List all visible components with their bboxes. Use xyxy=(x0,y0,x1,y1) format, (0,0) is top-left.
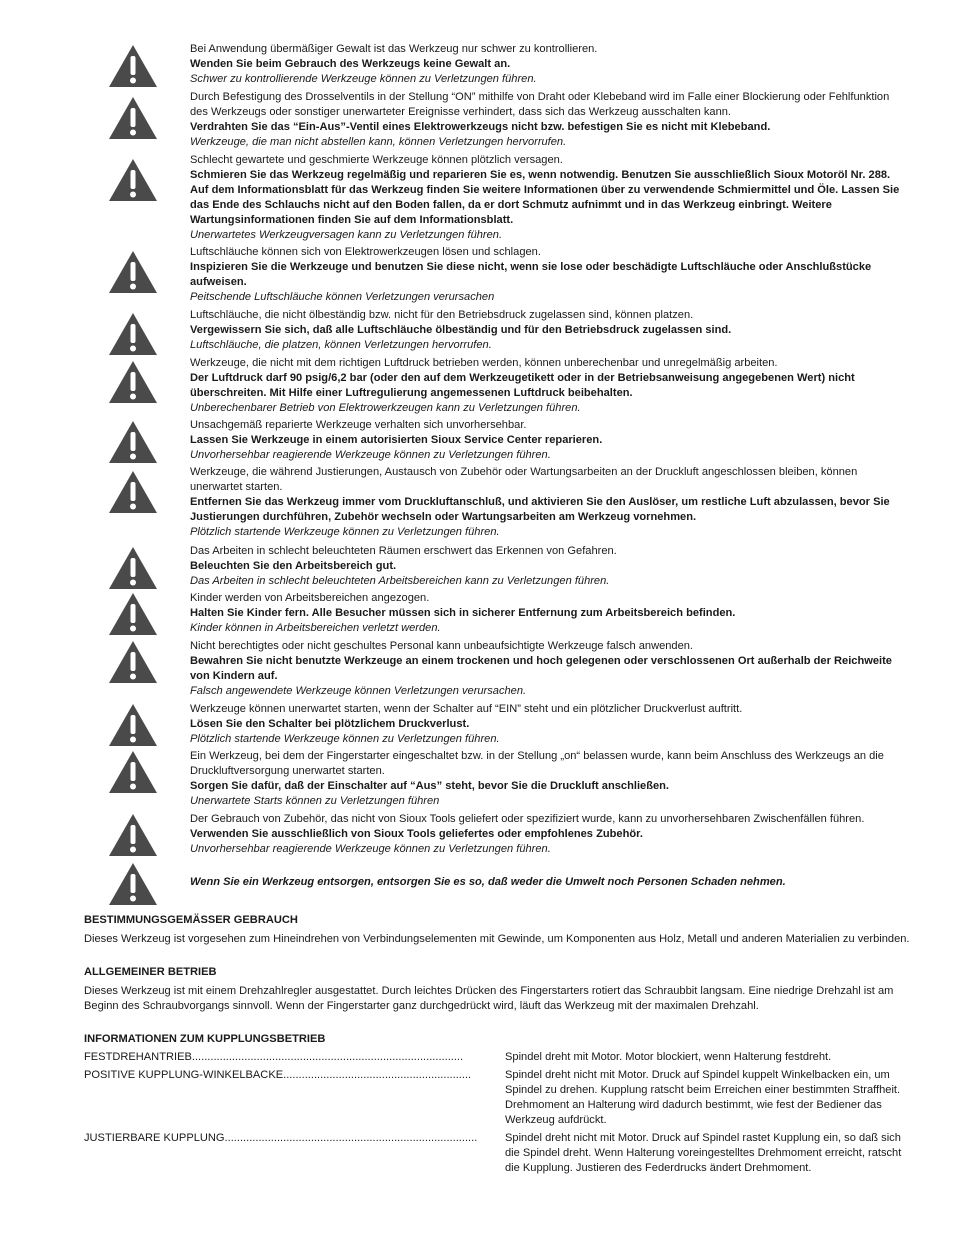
warning-triangle-icon xyxy=(108,750,158,794)
warning-consequence: Unerwartete Starts können zu Verletzungen führen xyxy=(190,795,440,807)
warning-consequence: Unberechenbarer Betrieb von Elektrowerkzeugen kann zu Verletzungen führen. xyxy=(190,402,581,414)
warning-action: Lösen Sie den Schalter bei plötzlichem Druckverlust. xyxy=(190,718,470,730)
warning-triangle-icon xyxy=(108,546,158,590)
warning-hazard: Luftschläuche, die nicht ölbeständig bzw. nicht für den Betriebsdruck zugelassen sind, können platzen. xyxy=(190,309,694,321)
warning-triangle-icon xyxy=(108,813,158,857)
warning-hazard: Durch Befestigung des Drosselventils in der Stellung “ON” mithilfe von Draht oder Klebeband wird im Falle einer Blockierung oder Fehlfunktion des Werkzeugs oder sonstiger unerwarteter Ereignisse verhindert, dass sich das Werkzeug ausschalten kann. xyxy=(190,91,890,118)
warning-consequence: Schwer zu kontrollierende Werkzeuge können zu Verletzungen führen. xyxy=(190,73,537,85)
warning-action: Lassen Sie Werkzeuge in einem autorisierten Sioux Service Center reparieren. xyxy=(190,434,603,446)
warning-block xyxy=(190,356,910,416)
warning-hazard: Kinder werden von Arbeitsbereichen angezogen. xyxy=(190,592,430,604)
warning-triangle-icon xyxy=(108,96,158,140)
warning-hazard: Nicht berechtigtes oder nicht geschultes Personal kann unbeaufsichtigte Werkzeuge falsch anwenden. xyxy=(190,640,694,652)
warning-action: Inspizieren Sie die Werkzeuge und benutzen Sie diese nicht, wenn sie lose oder beschädigte Luftschläuche oder Anschlußstücke aufweisen. xyxy=(190,261,872,288)
clutch-description: Spindel dreht nicht mit Motor. Druck auf Spindel rastet Kupplung ein, so daß sich die Spindel dreht. Wenn Halterung voreingestelltes Drehmoment erreicht, ratscht die Kupplung. Justieren des Federdrucks ändert Drehmoment. xyxy=(505,1132,902,1174)
clutch-description: Spindel dreht nicht mit Motor. Druck auf Spindel kuppelt Winkelbacken ein, um Spindel zu drehen. Kupplung ratscht beim Erreichen einer bestimmten Straffheit. Drehmoment an Halterung wird dadurch bestimmt, wie fest der Bediener das Werkzeug aufdrückt. xyxy=(505,1069,901,1126)
warning-hazard: Werkzeuge können unerwartet starten, wenn der Schalter auf “EIN” steht und ein plötzlicher Druckverlust auftritt. xyxy=(190,703,743,715)
warning-triangle-icon xyxy=(108,420,158,464)
warning-hazard: Das Arbeiten in schlecht beleuchteten Räumen erschwert das Erkennen von Gefahren. xyxy=(190,545,617,557)
warning-action: Bewahren Sie nicht benutzte Werkzeuge an einem trockenen und hoch gelegenen oder verschlossenen Ort außerhalb der Reichweite von Kindern auf. xyxy=(190,655,892,682)
section-heading: INFORMATIONEN ZUM KUPPLUNGSBETRIEB xyxy=(84,1033,326,1045)
warning-block xyxy=(190,42,910,87)
warning-action: Vergewissern Sie sich, daß alle Luftschläuche ölbeständig und für den Betriebsdruck zugelassen sind. xyxy=(190,324,732,336)
section-clutch-info xyxy=(84,1032,910,1047)
warning-block xyxy=(190,639,910,699)
warning-disposal-note: Wenn Sie ein Werkzeug entsorgen, entsorgen Sie es so, daß weder die Umwelt noch Personen Schaden nehmen. xyxy=(190,876,786,888)
warning-block xyxy=(190,418,910,463)
warning-action: Schmieren Sie das Werkzeug regelmäßig und reparieren Sie es, wenn notwendig. Benutzen Sie ausschließlich Sioux Motoröl Nr. 288. Auf dem Informationsblatt für das Werkzeug finden Sie weitere Informationen über zu verwendende Schmiermittel und Öle. Lassen Sie das Ende des Schlauchs nicht auf den Boden fallen, da er dort Schmutz aufnimmt und in das Werkzeug einbringt. Weitere Wartungsinformationen finden Sie auf dem Informationsblatt. xyxy=(190,169,900,226)
warning-hazard: Werkzeuge, die während Justierungen, Austausch von Zubehör oder Wartungsarbeiten an der Druckluft angeschlossen bleiben, können unerwartet starten. xyxy=(190,466,858,493)
warning-triangle-icon xyxy=(108,158,158,202)
warning-action: Verwenden Sie ausschließlich von Sioux Tools geliefertes oder empfohlenes Zubehör. xyxy=(190,828,643,840)
warning-triangle-icon xyxy=(108,862,158,906)
warning-hazard: Bei Anwendung übermäßiger Gewalt ist das Werkzeug nur schwer zu kontrollieren. xyxy=(190,43,598,55)
warning-hazard: Werkzeuge, die nicht mit dem richtigen Luftdruck betrieben werden, können unberechenbar und unregelmäßig arbeiten. xyxy=(190,357,778,369)
warning-consequence: Falsch angewendete Werkzeuge können Verletzungen verursachen. xyxy=(190,685,527,697)
section-heading: ALLGEMEINER BETRIEB xyxy=(84,966,217,978)
warning-consequence: Plötzlich startende Werkzeuge können zu Verletzungen führen. xyxy=(190,733,500,745)
warning-hazard: Schlecht gewartete und geschmierte Werkzeuge können plötzlich versagen. xyxy=(190,154,563,166)
warning-block xyxy=(190,749,910,809)
warning-action: Halten Sie Kinder fern. Alle Besucher müssen sich in sicherer Entfernung zum Arbeitsbereich befinden. xyxy=(190,607,736,619)
warning-action: Der Luftdruck darf 90 psig/6,2 bar (oder den auf dem Werkzeugetikett oder in der Betriebsanweisung angegebenen Wert) nicht überschreiten. Mit Hilfe einer Luftregulierung angemessenen Luftdruck beibehalten. xyxy=(190,372,855,399)
warning-block xyxy=(190,308,910,353)
warning-triangle-icon xyxy=(108,250,158,294)
warning-action: Beleuchten Sie den Arbeitsbereich gut. xyxy=(190,560,397,572)
warning-triangle-icon xyxy=(108,703,158,747)
warning-action: Wenden Sie beim Gebrauch des Werkzeugs keine Gewalt an. xyxy=(190,58,511,70)
warning-block xyxy=(190,153,910,243)
clutch-label: FESTDREHANTRIEB........................................................................................ xyxy=(84,1051,464,1063)
warning-block xyxy=(190,465,910,540)
warning-block xyxy=(190,702,910,747)
warning-consequence: Unvorhersehbar reagierende Werkzeuge können zu Verletzungen führen. xyxy=(190,449,551,461)
warning-triangle-icon xyxy=(108,360,158,404)
warning-hazard: Luftschläuche können sich von Elektrowerkzeugen lösen und schlagen. xyxy=(190,246,541,258)
warning-block xyxy=(190,90,910,150)
warning-triangle-icon xyxy=(108,592,158,636)
warning-consequence: Peitschende Luftschläuche können Verletzungen verursachen xyxy=(190,291,495,303)
warning-block xyxy=(190,245,910,305)
warning-action: Verdrahten Sie das “Ein-Aus”-Ventil eines Elektrowerkzeugs nicht bzw. befestigen Sie es nicht mit Klebeband. xyxy=(190,121,771,133)
warning-triangle-icon xyxy=(108,312,158,356)
warning-consequence: Plötzlich startende Werkzeuge können zu Verletzungen führen. xyxy=(190,526,500,538)
warning-hazard: Ein Werkzeug, bei dem der Fingerstarter eingeschaltet bzw. in der Stellung „on“ belassen wurde, kann beim Anschluss des Werkzeugs an die Druckluftversorgung unerwartet starten. xyxy=(190,750,884,777)
warning-consequence: Kinder können in Arbeitsbereichen verletzt werden. xyxy=(190,622,441,634)
warning-triangle-icon xyxy=(108,44,158,88)
warning-block xyxy=(190,591,910,636)
section-heading: BESTIMMUNGSGEMÄSSER GEBRAUCH xyxy=(84,914,298,926)
section-general-operation xyxy=(84,965,910,1014)
warning-hazard: Der Gebrauch von Zubehör, das nicht von Sioux Tools geliefert oder spezifiziert wurde, kann zu unvorhersehbaren Zwischenfällen führen. xyxy=(190,813,865,825)
warning-hazard: Unsachgemäß reparierte Werkzeuge verhalten sich unvorhersehbar. xyxy=(190,419,527,431)
warning-consequence: Das Arbeiten in schlecht beleuchteten Arbeitsbereichen kann zu Verletzungen führen. xyxy=(190,575,610,587)
warning-action: Entfernen Sie das Werkzeug immer vom Druckluftanschluß, und aktivieren Sie den Auslöser, um restliche Luft abzulassen, bevor Sie Justierungen durchführen, Zubehör wechseln oder Wartungsarbeiten am Werkzeug vornehmen. xyxy=(190,496,890,523)
warning-triangle-icon xyxy=(108,470,158,514)
clutch-description: Spindel dreht mit Motor. Motor blockiert, wenn Halterung festdreht. xyxy=(505,1051,832,1063)
section-text: Dieses Werkzeug ist vorgesehen zum Hineindrehen von Verbindungselementen mit Gewinde, um Komponenten aus Holz, Metall und anderen Materialien zu verbinden. xyxy=(84,933,910,945)
clutch-label: POSITIVE KUPPLUNG-WINKELBACKE............................................................. xyxy=(84,1069,472,1081)
warning-consequence: Unerwartetes Werkzeugversagen kann zu Verletzungen führen. xyxy=(190,229,503,241)
clutch-label: JUSTIERBARE KUPPLUNG.................................................................................. xyxy=(84,1132,478,1144)
warning-block xyxy=(190,875,910,890)
section-text: Dieses Werkzeug ist mit einem Drehzahlregler ausgestattet. Durch leichtes Drücken des Fingerstarters rotiert das Schraubbit langsam. Eine niedrige Drehzahl ist am Beginn des Schraubvorgangs sinnvoll. Wenn der Fingerstarter ganz durchgedrückt wird, läuft das Werkzeug mit der maximalen Drehzahl. xyxy=(84,985,894,1012)
section-intended-use xyxy=(84,913,910,947)
warning-action: Sorgen Sie dafür, daß der Einschalter auf “Aus” steht, bevor Sie die Druckluft anschließen. xyxy=(190,780,669,792)
warning-block xyxy=(190,544,910,589)
warning-triangle-icon xyxy=(108,640,158,684)
warning-consequence: Luftschläuche, die platzen, können Verletzungen hervorrufen. xyxy=(190,339,492,351)
warning-consequence: Unvorhersehbar reagierende Werkzeuge können zu Verletzungen führen. xyxy=(190,843,551,855)
warning-block xyxy=(190,812,910,857)
warning-consequence: Werkzeuge, die man nicht abstellen kann, können Verletzungen hervorrufen. xyxy=(190,136,567,148)
